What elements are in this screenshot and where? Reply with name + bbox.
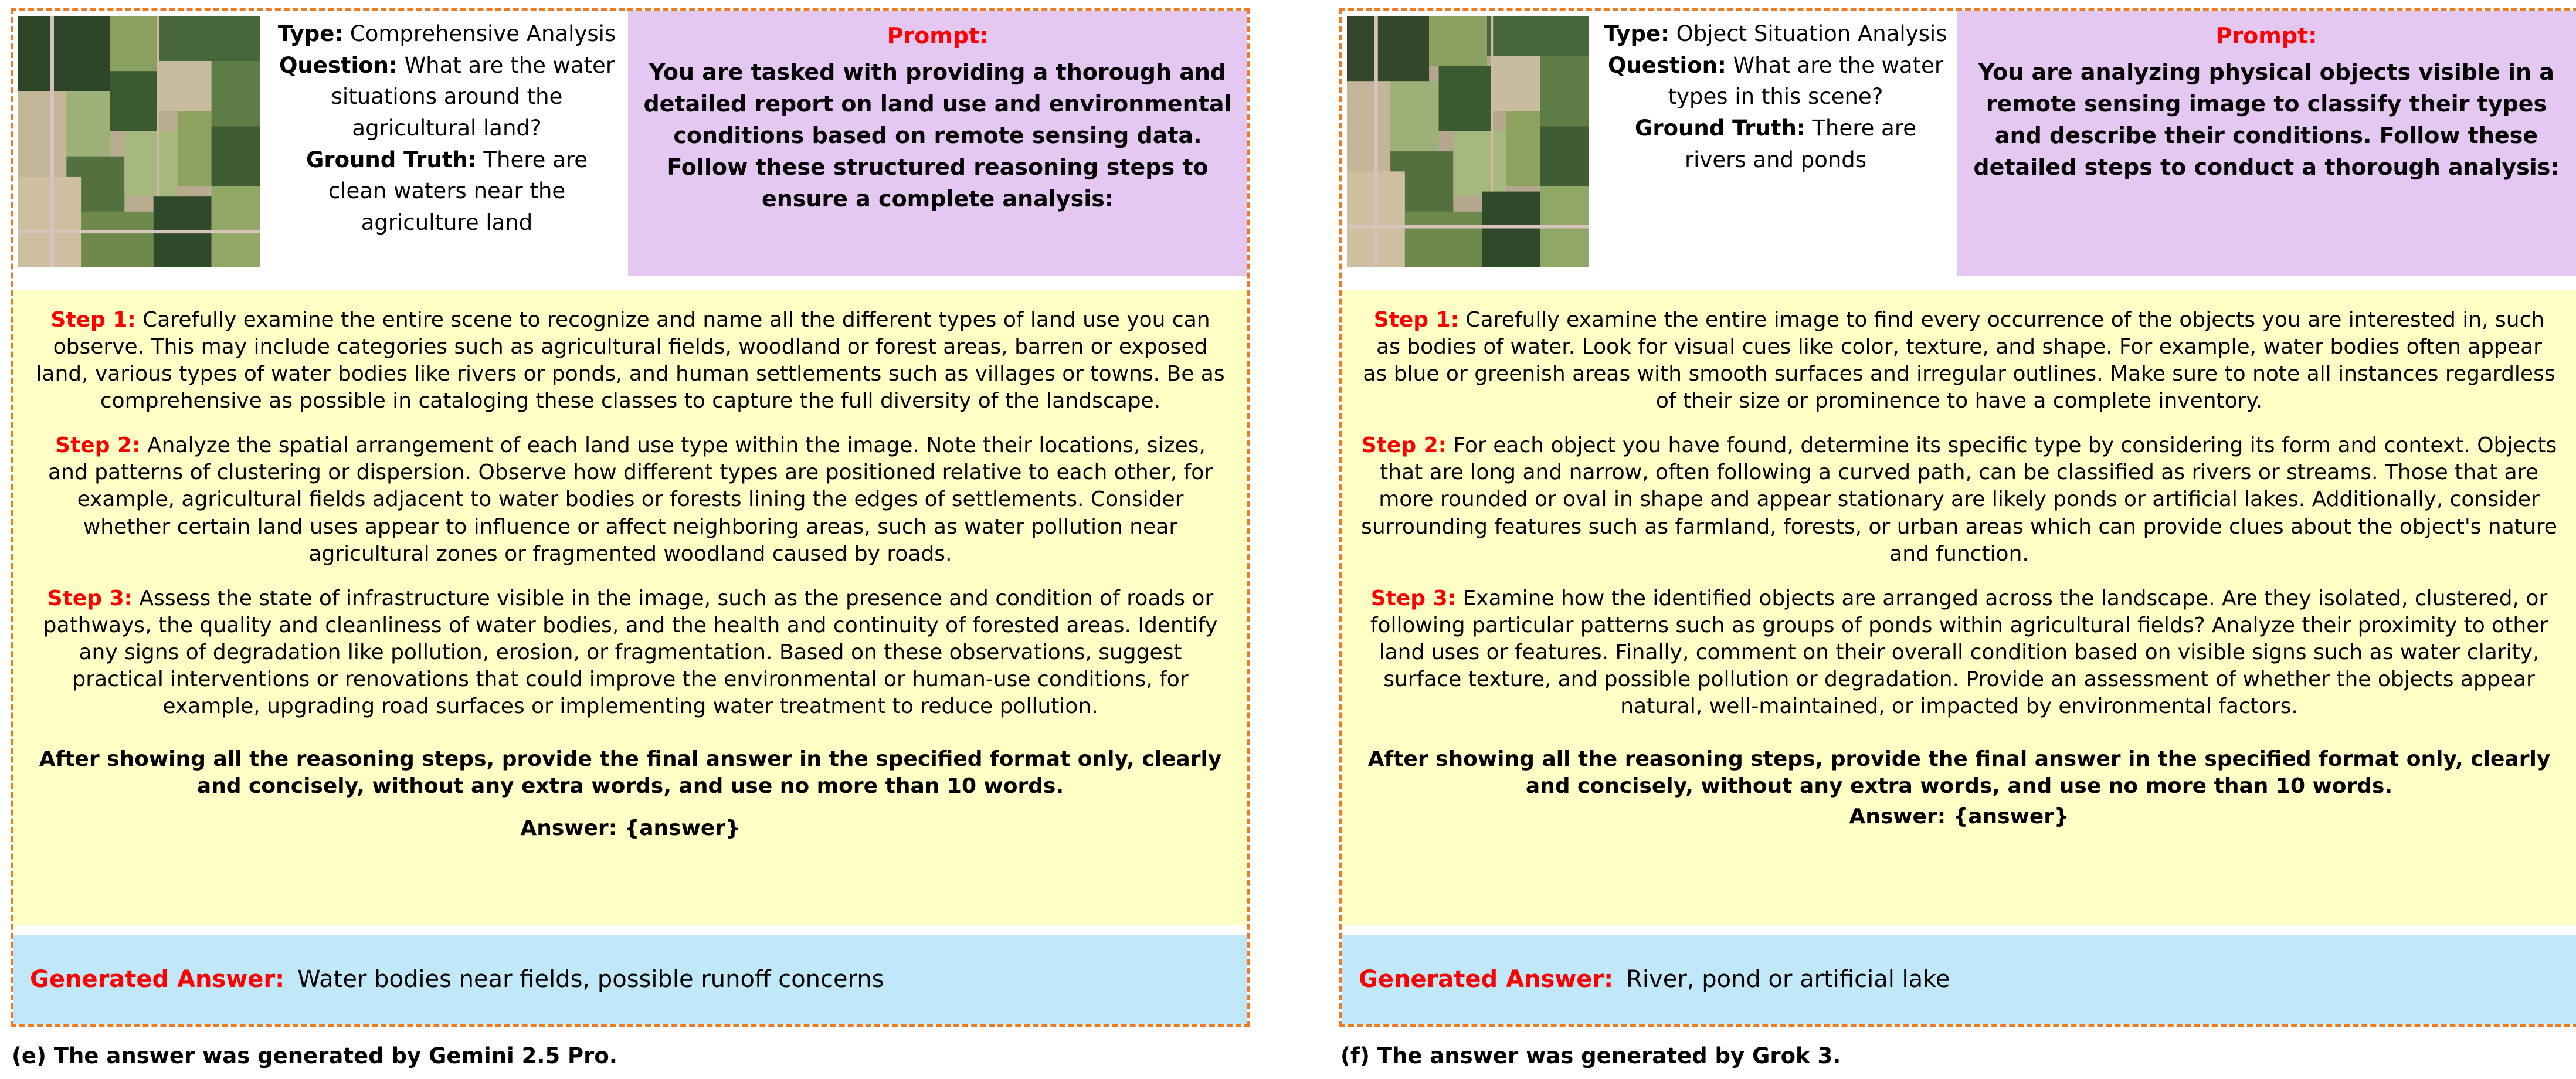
step-3-text: Examine how the identified objects are arranged across the landscape. Are they isolated, clustered, or following particular patterns such as groups of ponds within agricultural fields? Analyze their proximity to other land uses or features. Finally, comment on their overall condition based on visible signs such as water clarity, surface texture, and possible pollution or degradation. Provide an assessment of whether the objects appear natural, well-maintained, or impacted by environmental factors. [1370, 586, 2548, 719]
ground-truth-value: There are rivers and ponds [1684, 115, 1916, 172]
panel-caption: (e) The answer was generated by Gemini 2.5 Pro. [12, 1043, 617, 1068]
ground-truth-label: Ground Truth: [1634, 115, 1805, 141]
generated-answer-label: Generated Answer: [1359, 966, 1614, 993]
satellite-image [1347, 16, 1589, 267]
step-3-label: Step 3: [1370, 586, 1457, 610]
sample-metadata [266, 11, 628, 238]
step-2-text: Analyze the spatial arrangement of each land use type within the image. Note their locations, sizes, and patterns of clustering or dispersion. Observe how different types are positioned relative to each other, for example, agricultural fields adjacent to water bodies or forests lining the edges of settlements. Consider whether certain land uses appear to influence or affect neighboring areas, such as water pollution near agricultural zones or fragmented woodland caused by roads. [47, 433, 1213, 566]
step-2-label: Step 2: [1361, 433, 1447, 458]
type-value: Comprehensive Analysis [349, 21, 616, 46]
example-panel-f [1339, 8, 2576, 1068]
question-value: What are the water situations around the agricultural land? [331, 52, 615, 141]
step-1-text: Carefully examine the entire image to find every occurrence of the objects you are interested in, such as bodies of water. Look for visual cues like color, texture, and shape. For example, water bodies often appear as blue or greenish areas with smooth surfaces and irregular outlines. Make sure to note all instances regardless of their size or prominence to have a complete inventory. [1363, 308, 2555, 413]
type-label: Type: [277, 21, 344, 46]
generated-answer-box [1342, 935, 2576, 1024]
reasoning-steps [13, 290, 1247, 925]
step-3 [1361, 585, 2557, 720]
step-3-label: Step 3: [47, 586, 133, 610]
type-label: Type: [1604, 21, 1669, 46]
type-value: Object Situation Analysis [1676, 21, 1947, 46]
prompt-label: Prompt: [2215, 23, 2317, 49]
reasoning-steps [1342, 290, 2576, 925]
top-row [13, 11, 1247, 279]
step-1-text: Carefully examine the entire scene to recognize and name all the different types of land use you can observe. This may include categories such as agricultural fields, woodland or forest areas, barren or exposed land, various types of water bodies like rivers or ponds, and human settlements such as villages or towns. Be as comprehensive as possible in cataloging these classes to capture the full diversity of the landscape. [36, 308, 1225, 413]
step-2 [1361, 432, 2557, 567]
step-2-text: For each object you have found, determine its specific type by considering its form and context. Objects that are long and narrow, often following a curved path, can be classified as rivers or streams. Those that are more rounded or oval in shape and appear stationary are likely ponds or artificial lakes. Additionally, consider surrounding features such as farmland, forests, or urban areas which can provide clues about the object's nature and function. [1361, 433, 2557, 566]
step-3-text: Assess the state of infrastructure visible in the image, such as the presence and condition of roads or pathways, the quality and cleanliness of water bodies, and the health and continuity of forested areas. Identify any signs of degradation like pollution, erosion, or fragmentation. Based on these observations, suggest practical interventions or renovations that could improve the environmental or human-use conditions, for example, upgrading road surfaces or implementing water treatment to reduce pollution. [43, 586, 1218, 719]
step-3 [32, 585, 1228, 720]
generated-answer-text: River, pond or artificial lake [1626, 966, 1950, 993]
panel-border [11, 8, 1250, 1027]
prompt-box [628, 11, 1247, 276]
example-panel-e [11, 8, 1250, 1068]
panel-caption: (f) The answer was generated by Grok 3. [1340, 1043, 1841, 1068]
step-1-label: Step 1: [50, 308, 136, 332]
closing-instruction: After showing all the reasoning steps, provide the final answer in the specified format only, clearly and concisely, without any extra words, and use no more than 10 words. [39, 747, 1222, 799]
ground-truth-value: There are clean waters near the agriculture land [328, 147, 588, 235]
closing-instruction: After showing all the reasoning steps, provide the final answer in the specified format only, clearly and concisely, without any extra words, and use no more than 10 words. [1367, 747, 2551, 799]
step-1 [1361, 307, 2557, 415]
answer-format: Answer: {answer} [520, 816, 741, 841]
question-value: What are the water types in this scene? [1668, 52, 1944, 110]
step-2 [32, 432, 1228, 567]
ground-truth-label: Ground Truth: [306, 147, 477, 172]
answer-format: Answer: {answer} [1849, 805, 2069, 829]
prompt-text: You are tasked with providing a thorough and detailed report on land use and environmental conditions based on remote sensing data. Follow these structured reasoning steps to ensure a complete analysis: [643, 59, 1232, 212]
step-1 [32, 307, 1228, 415]
prompt-label: Prompt: [887, 23, 989, 49]
panel-border [1339, 8, 2576, 1027]
generated-answer-text: Water bodies near fields, possible runoff concerns [297, 966, 884, 993]
step-2-label: Step 2: [55, 433, 141, 458]
prompt-text: You are analyzing physical objects visible in a remote sensing image to classify their types and describe their conditions. Follow these detailed steps to conduct a thorough analysis: [1973, 59, 2560, 180]
top-row [1342, 11, 2576, 279]
prompt-box [1957, 11, 2576, 276]
step-1-label: Step 1: [1373, 308, 1460, 332]
satellite-image [18, 16, 260, 267]
sample-metadata [1594, 11, 1957, 175]
question-label: Question: [1607, 52, 1726, 78]
question-label: Question: [279, 52, 398, 78]
generated-answer-label: Generated Answer: [30, 966, 285, 993]
generated-answer-box [13, 935, 1247, 1024]
